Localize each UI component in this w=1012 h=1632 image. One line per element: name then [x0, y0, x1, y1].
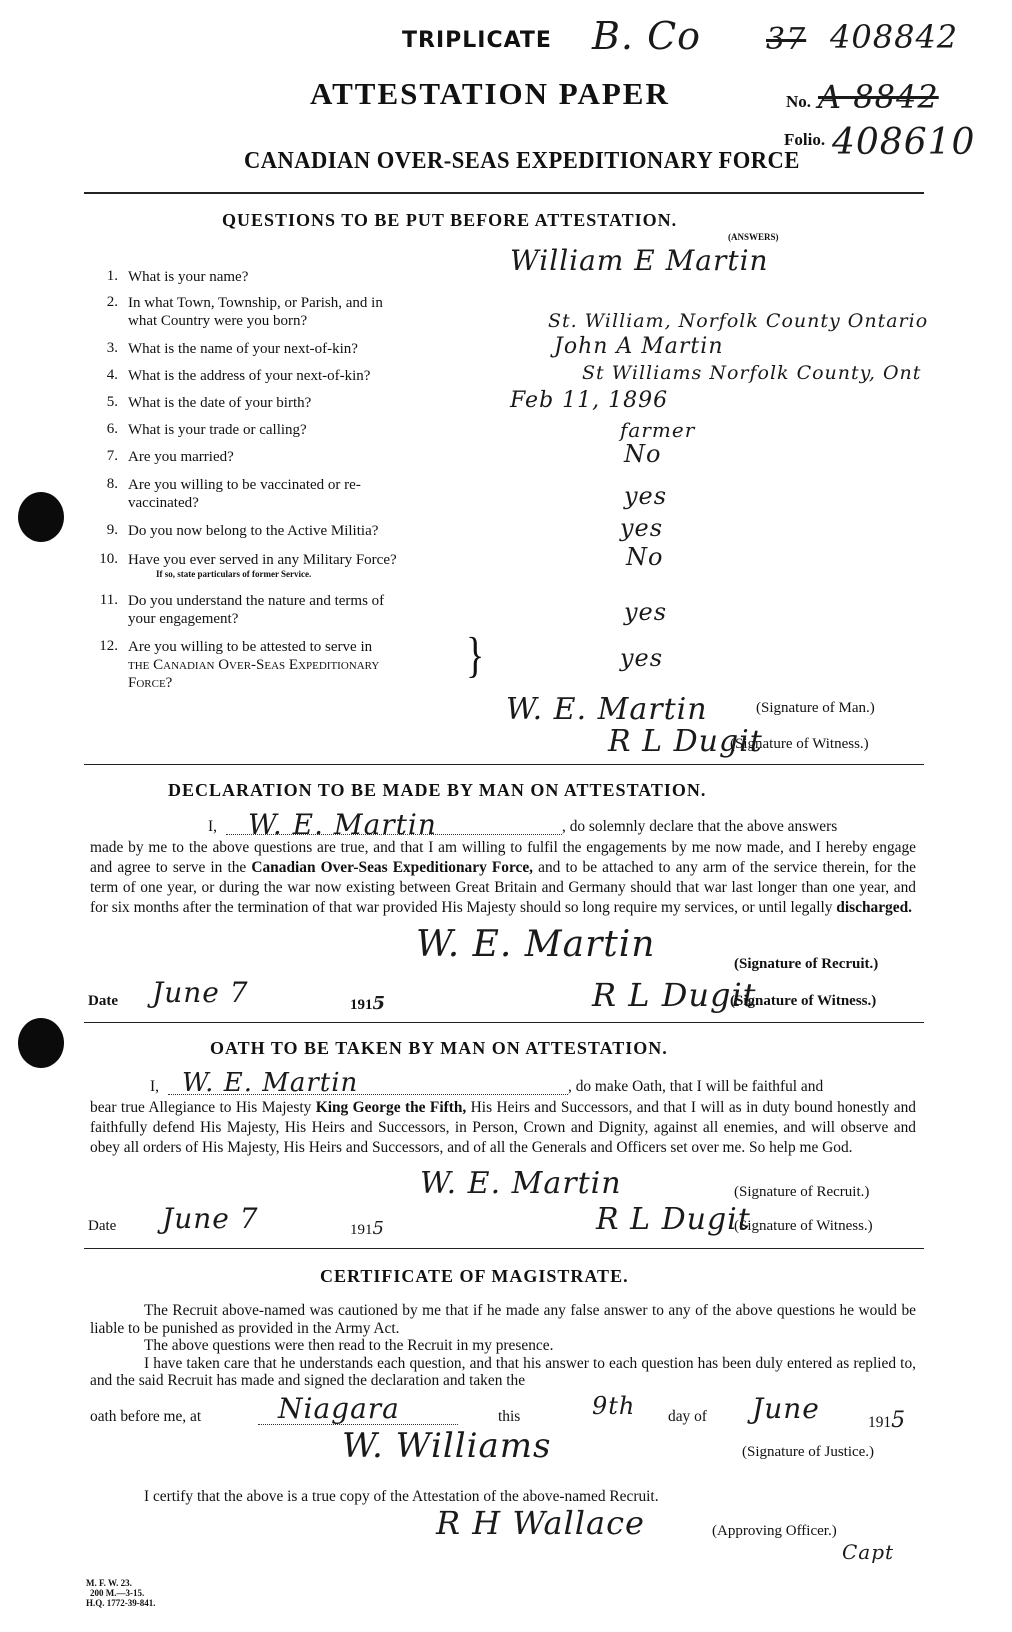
answers-label: (ANSWERS)	[728, 232, 779, 242]
declaration-rule	[84, 1022, 924, 1023]
question-2-number: 2.	[106, 294, 118, 310]
question-6-text: What is your trade or calling?	[128, 422, 307, 438]
question-11-number: 11.	[99, 592, 118, 608]
question-4-number: 4.	[106, 367, 118, 383]
company-handwritten: B. Co	[592, 14, 702, 58]
question-4-text: What is the address of your next-of-kin?	[128, 368, 371, 384]
certificate-heading: CERTIFICATE OF MAGISTRATE.	[320, 1266, 629, 1286]
force-subtitle: CANADIAN OVER-SEAS EXPEDITIONARY FORCE	[244, 148, 800, 174]
question-10-text: Have you ever served in any Military Force? If so, state particulars of former Service.	[128, 552, 397, 579]
certificate-para-2: The above questions were then read to the Recruit in my presence.	[144, 1337, 554, 1354]
hq-reference: H.Q. 1772-39-841.	[86, 1598, 156, 1608]
oath-witness-signature-handwritten: R L Dugit	[596, 1202, 751, 1237]
oath-witness-signature-label: (Signature of Witness.)	[734, 1218, 873, 1234]
signature-of-man-handwritten: W. E. Martin	[506, 692, 708, 727]
officer-rank-handwritten: Capt	[842, 1540, 895, 1564]
declaration-year-printed: 1915	[350, 993, 387, 1014]
oath-rule	[84, 1248, 924, 1249]
oath-body: bear true Allegiance to His Majesty King George the Fifth, His Heirs and Successors, and that I will as in duty bound honestly and faithfully defend His Majesty, His Heirs and Successors, in Person, Crown and Dignity, against all enemies, and will observe and obey all orders of His Majesty, His Heirs and Successors, and of all the Generals and Officers set over me. So help me God.	[90, 1099, 916, 1156]
question-1-text: What is your name?	[128, 269, 249, 285]
print-run: 200 M.—3-15.	[90, 1588, 145, 1598]
question-11-text: Do you understand the nature and terms of your engagement?	[128, 593, 385, 627]
question-1-number: 1.	[106, 268, 118, 284]
approving-officer-signature-handwritten: R H Wallace	[436, 1504, 645, 1542]
certificate-oath-label: oath before me, at	[90, 1408, 202, 1425]
answer-2-handwritten: St. William, Norfolk County Ontario	[548, 310, 929, 332]
folio-handwritten: 408610	[832, 122, 976, 163]
certificate-place-handwritten: Niagara	[278, 1392, 400, 1425]
oath-i-label: I,	[150, 1078, 159, 1095]
oath-year-printed: 1915	[350, 1218, 385, 1239]
certificate-month-handwritten: June	[752, 1392, 820, 1425]
answer-9-handwritten: yes	[620, 514, 664, 542]
number-handwritten: A 8842	[818, 78, 939, 116]
signature-of-witness-label: (Signature of Witness.)	[730, 736, 869, 752]
punch-hole-top	[18, 492, 64, 542]
question-7-text: Are you married?	[128, 449, 234, 465]
question-12-text: Are you willing to be attested to serve in the Canadian Over-Seas Expeditionary Force?	[128, 639, 380, 691]
question-3-number: 3.	[106, 340, 118, 356]
question-7-number: 7.	[106, 448, 118, 464]
answer-10-handwritten: No	[626, 543, 664, 571]
question-12-brace: }	[466, 628, 485, 684]
question-8-number: 8.	[106, 476, 118, 492]
declaration-name-handwritten: W. E. Martin	[248, 808, 437, 841]
approving-officer-label: (Approving Officer.)	[712, 1523, 837, 1539]
certificate-year-printed: 1915	[868, 1408, 907, 1433]
declaration-witness-signature-label: (Signature of Witness.)	[730, 993, 877, 1009]
corner-number-handwritten: 408842	[830, 18, 959, 56]
declaration-recruit-signature-label: (Signature of Recruit.)	[734, 956, 879, 972]
question-12-number: 12.	[99, 638, 118, 654]
answer-4-handwritten: St Williams Norfolk County, Ont	[582, 362, 922, 384]
answer-6-handwritten: farmer	[620, 418, 696, 442]
header-rule	[84, 192, 924, 194]
signature-of-man-label: (Signature of Man.)	[756, 700, 875, 716]
triplicate-stamp: TRIPLICATE	[402, 28, 552, 53]
questions-rule	[84, 764, 924, 765]
question-5-text: What is the date of your birth?	[128, 395, 312, 411]
answer-5-handwritten: Feb 11, 1896	[510, 388, 669, 413]
corner-struck-handwritten: 37	[766, 22, 807, 57]
question-6-number: 6.	[106, 421, 118, 437]
oath-line1-rest: , do make Oath, that I will be faithful and	[568, 1078, 824, 1095]
answer-11-handwritten: yes	[624, 598, 668, 626]
declaration-line1-rest: , do solemnly declare that the above answers	[562, 818, 838, 835]
declaration-date-handwritten: June 7	[152, 976, 249, 1009]
declaration-date-label: Date	[88, 993, 118, 1009]
document-title: ATTESTATION PAPER	[310, 76, 670, 111]
certificate-day-handwritten: 9th	[592, 1392, 636, 1420]
justice-signature-label: (Signature of Justice.)	[742, 1444, 875, 1460]
certificate-para-3: I have taken care that he understands each question, and that his answer to each question has been duly entered as replied to, and the said Recruit has made and signed the declaration and taken the	[90, 1354, 916, 1389]
folio-label: Folio.	[784, 130, 826, 149]
certify-statement: I certify that the above is a true copy of the Attestation of the above-named Recruit.	[144, 1488, 659, 1505]
oath-recruit-signature-label: (Signature of Recruit.)	[734, 1184, 870, 1200]
declaration-heading: DECLARATION TO BE MADE BY MAN ON ATTESTATION.	[168, 780, 707, 800]
answer-8-handwritten: yes	[624, 482, 668, 510]
answer-1-handwritten: William E Martin	[510, 244, 769, 277]
declaration-i-label: I,	[208, 818, 217, 835]
question-3-text: What is the name of your next-of-kin?	[128, 341, 358, 357]
oath-recruit-signature-handwritten: W. E. Martin	[420, 1166, 622, 1201]
certificate-para-1: The Recruit above-named was cautioned by me that if he made any false answer to any of the above questions he would be liable to be punished as provided in the Army Act.	[90, 1302, 916, 1337]
punch-hole-bottom	[18, 1018, 64, 1068]
question-9-text: Do you now belong to the Active Militia?	[128, 523, 379, 539]
question-5-number: 5.	[106, 394, 118, 410]
certificate-body	[90, 1302, 916, 1390]
number-label: No.	[786, 92, 812, 111]
declaration-recruit-signature-handwritten: W. E. Martin	[416, 924, 656, 965]
form-number: M. F. W. 23.	[86, 1578, 132, 1588]
answer-3-handwritten: John A Martin	[554, 334, 724, 359]
question-2-text: In what Town, Township, or Parish, and in what Country were you born?	[128, 295, 383, 329]
declaration-witness-signature-handwritten: R L Dugit	[592, 976, 757, 1014]
question-10-number: 10.	[99, 551, 118, 567]
question-9-number: 9.	[106, 522, 118, 538]
declaration-body: made by me to the above questions are true, and that I am willing to fulfil the engagements by me now made, and I hereby engage and agree to serve in the Canadian Over-Seas Expeditionary Force, and to be attached to any arm of the service therein, for the term of one year, or during the war now existing between Great Britain and Germany should that war last longer than one year, and for six months after the termination of that war provided His Majesty should so long require my services, or until legally discharged.	[90, 839, 917, 916]
oath-date-label: Date	[88, 1218, 117, 1234]
questions-heading: QUESTIONS TO BE PUT BEFORE ATTESTATION.	[222, 210, 678, 230]
answer-7-handwritten: No	[624, 440, 662, 468]
signature-of-witness-handwritten: R L Dugit	[608, 724, 763, 759]
oath-name-handwritten: W. E. Martin	[182, 1068, 359, 1098]
oath-date-handwritten: June 7	[162, 1202, 259, 1235]
question-8-text: Are you willing to be vaccinated or re- vaccinated?	[128, 477, 361, 511]
certificate-day-of-label: day of	[668, 1408, 707, 1425]
oath-heading: OATH TO BE TAKEN BY MAN ON ATTESTATION.	[210, 1038, 668, 1058]
justice-signature-handwritten: W. Williams	[342, 1426, 552, 1466]
certificate-this-label: this	[498, 1408, 521, 1425]
answer-12-handwritten: yes	[620, 644, 664, 672]
